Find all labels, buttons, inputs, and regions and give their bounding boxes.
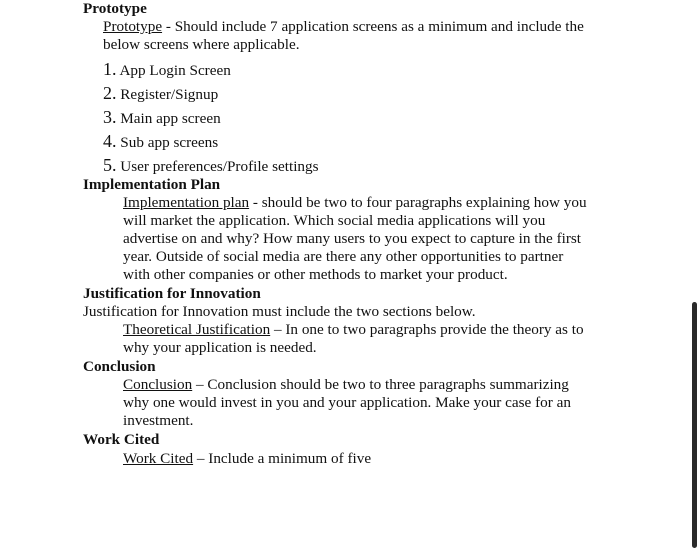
work-cited-link: Work Cited	[123, 450, 194, 467]
list-item-number: 3.	[103, 107, 117, 127]
list-item-label: Sub app screens	[120, 134, 219, 151]
list-item-number: 5.	[103, 155, 117, 175]
implementation-heading: Implementation Plan	[83, 176, 221, 193]
list-item	[103, 132, 218, 152]
justification-intro: Justification for Innovation must include the two sections below.	[83, 303, 476, 320]
list-item-number: 1.	[103, 59, 117, 79]
list-item-label: Main app screen	[120, 110, 221, 127]
list-item	[103, 84, 218, 104]
implementation-text: - should be two to four paragraphs explaining how you	[249, 194, 587, 211]
conclusion-link: Conclusion	[123, 376, 193, 393]
prototype-heading: Prototype	[83, 0, 147, 17]
prototype-paragraph-line-1	[103, 18, 584, 36]
prototype-paragraph-line-2: below screens where applicable.	[103, 36, 300, 53]
justification-link: Theoretical Justification	[123, 321, 271, 338]
list-item-label: App Login Screen	[119, 62, 231, 79]
conclusion-paragraph-line-2: why one would invest in you and your application. Make your case for an	[123, 394, 571, 411]
justification-text: – In one to two paragraphs provide the theory as to	[270, 321, 584, 338]
prototype-text: - Should include 7 application screens as a minimum and include the	[162, 18, 584, 35]
implementation-paragraph-line-2: will market the application. Which social media applications will you	[123, 212, 546, 229]
list-item-label: Register/Signup	[120, 86, 219, 103]
list-item	[103, 156, 319, 176]
justification-paragraph-line-2: why your application is needed.	[123, 339, 317, 356]
list-item	[103, 108, 221, 128]
conclusion-text: – Conclusion should be two to three paragraphs summarizing	[192, 376, 569, 393]
implementation-paragraph-line-5: with other companies or other methods to market your product.	[123, 266, 508, 283]
implementation-paragraph-line-1	[123, 194, 587, 212]
implementation-paragraph-line-3: advertise on and why? How many users to you expect to capture in the first	[123, 230, 582, 247]
list-item-number: 2.	[103, 83, 117, 103]
justification-paragraph-line-1	[123, 321, 584, 339]
vertical-scrollbar[interactable]	[692, 302, 697, 548]
conclusion-paragraph-line-1	[123, 376, 569, 394]
list-item-number: 4.	[103, 131, 117, 151]
work-cited-heading: Work Cited	[83, 431, 160, 448]
work-cited-text: – Include a minimum of five	[193, 450, 372, 467]
implementation-paragraph-line-4: year. Outside of social media are there any other opportunities to partner	[123, 248, 564, 265]
list-item-label: User preferences/Profile settings	[120, 158, 319, 175]
justification-heading: Justification for Innovation	[83, 285, 261, 302]
list-item	[103, 60, 231, 80]
conclusion-heading: Conclusion	[83, 358, 156, 375]
prototype-link: Prototype	[103, 18, 163, 35]
work-cited-paragraph-line-1	[123, 450, 371, 468]
implementation-link: Implementation plan	[123, 194, 250, 211]
conclusion-paragraph-line-3: investment.	[123, 412, 194, 429]
